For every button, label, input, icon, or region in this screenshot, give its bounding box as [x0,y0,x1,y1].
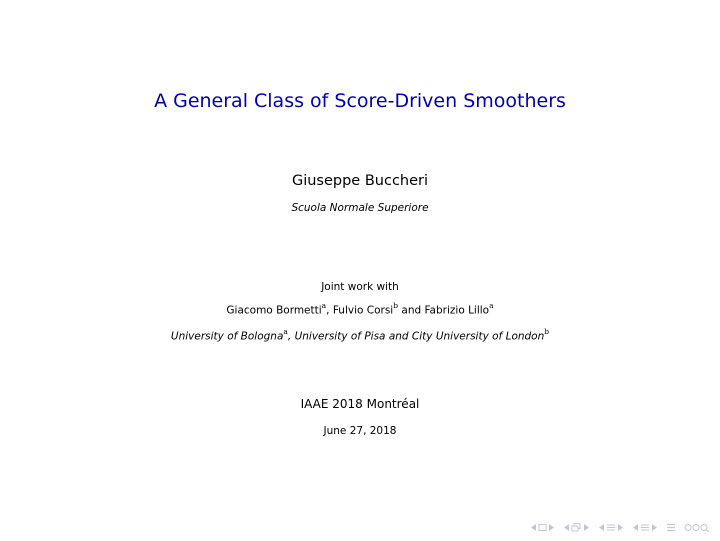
university-1-mark: a [283,327,288,336]
nav-subsubsection-lines-icon [640,523,650,532]
nav-section-next-icon[interactable] [617,523,624,532]
nav-subsection-box-icon [571,523,582,532]
nav-subsection-prev-icon[interactable] [563,523,570,532]
nav-outline-icon[interactable] [666,523,676,532]
nav-subsection-next-icon[interactable] [583,523,590,532]
coauthors-line [0,302,720,317]
nav-subsubsection-next-icon[interactable] [651,523,658,532]
universities-rest: , University of Pisa and City University of London [287,330,545,343]
nav-subsubsection-group [632,523,658,532]
coauthor-separator-2: and Fabrizio Lillo [398,304,490,317]
nav-search-group [684,523,710,532]
nav-subsubsection-prev-icon[interactable] [632,523,639,532]
nav-search-icon[interactable] [684,523,710,532]
nav-frame-next-icon[interactable] [548,523,555,532]
nav-outline-group [666,523,676,532]
coauthor-1-affil-mark: a [321,301,327,310]
university-1: University of Bologna [170,330,284,343]
nav-subsection-group [563,523,590,532]
nav-section-prev-icon[interactable] [598,523,605,532]
author-affiliation: Scuola Normale Superiore [291,202,429,214]
beamer-navigation-bar [524,521,710,533]
nav-section-group [598,523,624,532]
nav-frame-prev-icon[interactable] [530,523,537,532]
slide-title: A General Class of Score-Driven Smoothers [154,90,566,112]
nav-frame-box-icon [538,523,547,532]
coauthor-1: Giacomo Bormetti [226,304,322,317]
nav-frame-group [530,523,555,532]
university-2-mark: b [544,327,550,336]
conference-name: IAAE 2018 Montréal [300,397,420,411]
presentation-date: June 27, 2018 [323,425,397,437]
coauthor-3-affil-mark: a [489,301,494,310]
coauthor-2-affil-mark: b [393,301,399,310]
coauthor-separator-1: , Fulvio Corsi [326,304,394,317]
universities-line [0,328,720,343]
author-name: Giuseppe Buccheri [291,173,429,189]
joint-work-label: Joint work with [321,281,399,293]
nav-section-lines-icon [606,523,616,532]
